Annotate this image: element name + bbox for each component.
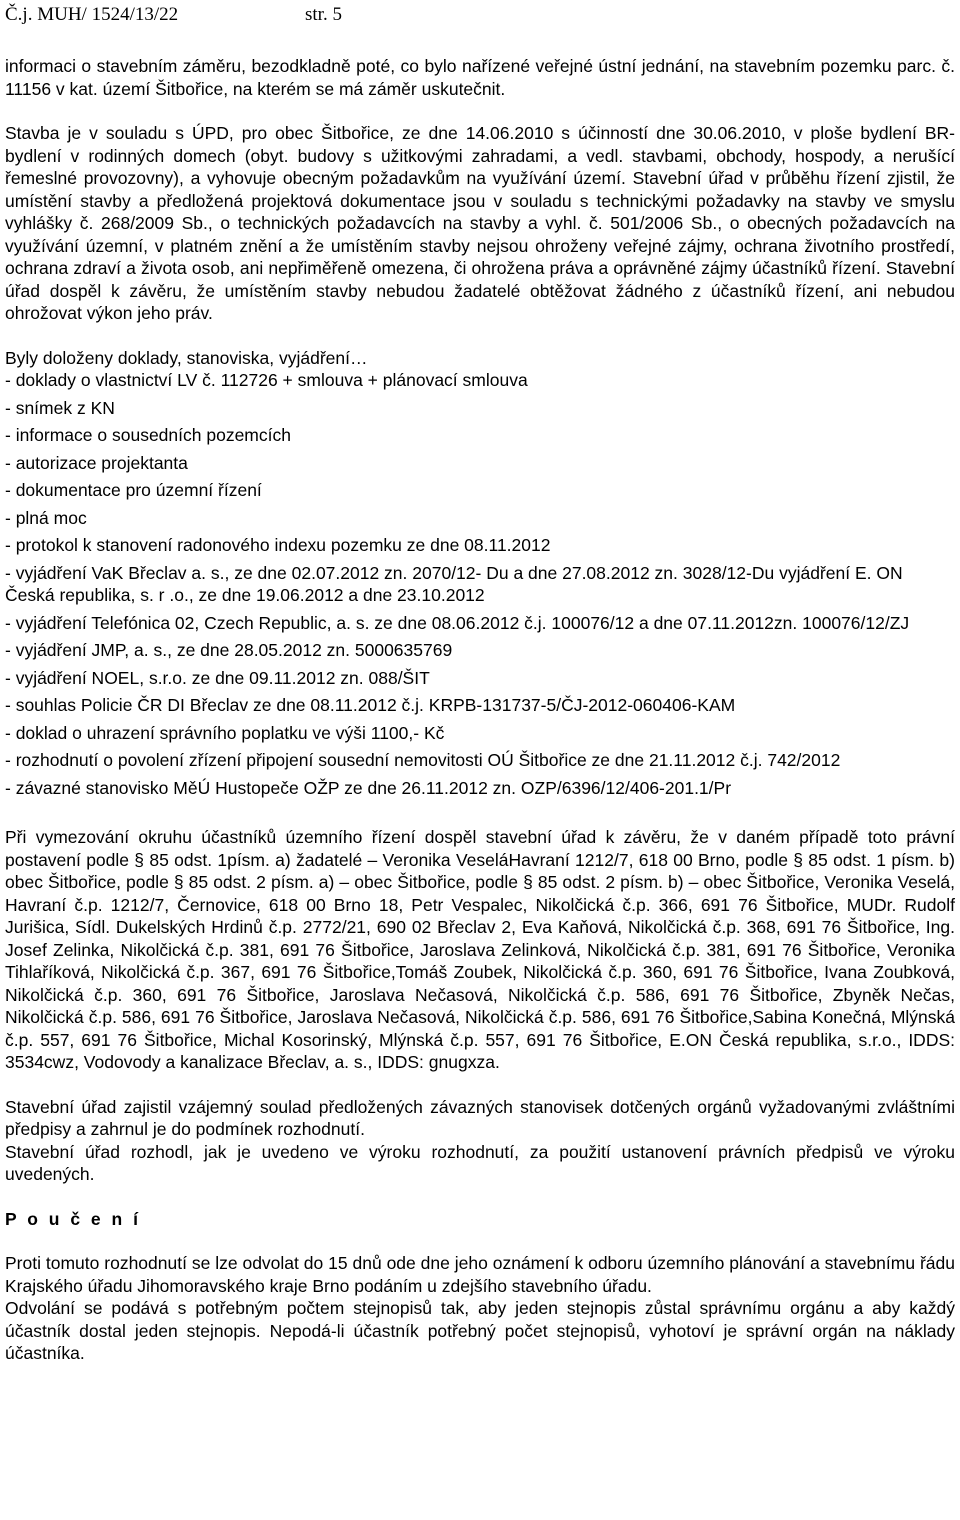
- documents-list: [5, 369, 955, 799]
- paragraph-compliance: Stavba je v souladu s ÚPD, pro obec Šitbořice, ze dne 14.06.2010 s účinností dne 30.06.2010, v ploše bydlení BR- bydlení v rodinných domech (obyt. budovy s užitkovými zahradami, a vedl. stavbami, obchody, hospody, a nerušící řemeslné provozovny), a vyhovuje obecným požadavkům na využívání území. Stavební úřad v průběhu řízení zjistil, že umístění stavby a předložená projektová dokumentace jsou v souladu s technickými požadavky na stavby ve smyslu vyhlášky č. 268/2009 Sb., o technických požadavcích na stavby a vyhl. č. 501/2006 Sb., o obecných požadavcích na využívání územní, v platném znění a že umístěním stavby nejsou ohroženy veřejné zájmy, ochrana životního prostředí, ochrana zdraví a života osob, ani nepřiměřeně omezena, či ohrožena práva a oprávněné zájmy účastníků řízení. Stavební úřad dospěl k závěru, že umístěním stavby nebudou žadatelé obtěžovat žádného z účastníků řízení, ani nebudou ohrožovat výkon jeho práv.: [5, 123, 955, 323]
- paragraph-decision: Stavební úřad rozhodl, jak je uvedeno ve výroku rozhodnutí, za použití ustanovení právních předpisů ve výroku uvedených.: [5, 1141, 955, 1184]
- documents-intro: Byly doloženy doklady, stanoviska, vyjádření…: [5, 347, 368, 368]
- document-list-item: - vyjádření VaK Břeclav a. s., ze dne 02.07.2012 zn. 2070/12- Du a dne 27.08.2012 zn. 3028/12-Du vyjádření E. ON Česká republika, s. r .o., ze dne 19.06.2012 a dne 23.10.2012: [5, 562, 903, 605]
- document-list-item: - vyjádření JMP, a. s., ze dne 28.05.2012 zn. 5000635769: [5, 640, 453, 660]
- document-list-item: - protokol k stanovení radonového indexu pozemku ze dne 08.11.2012: [5, 535, 551, 555]
- document-list-item: - plná moc: [5, 507, 87, 528]
- reference-number: Č.j. MUH/ 1524/13/22: [5, 4, 179, 25]
- document-list-item: - rozhodnutí o povolení zřízení připojení sousední nemovitosti OÚ Šitbořice ze dne 21.11.2012 č.j. 742/2012: [5, 750, 841, 770]
- section-heading-pouceni: P o u č e n í: [5, 1208, 141, 1229]
- page-header: [5, 4, 342, 26]
- document-list-item: - snímek z KN: [5, 397, 115, 418]
- document-list-item: - vyjádření Telefónica 02, Czech Republic, a. s. ze dne 08.06.2012 č.j. 100076/12 a dne 07.11.2012zn. 100076/12/ZJ: [5, 612, 910, 633]
- paragraph-participants: Při vymezování okruhu účastníků územního řízení dospěl stavební úřad k závěru, že v daném případě toto právní postavení podle § 85 odst. 1písm. a) žadatelé – Veronika VeseláHavraní 1212/7, 618 00 Brno, podle § 85 odst. 1 písm. b) obec Šitbořice, podle § 85 odst. 2 písm. a) – obec Šitbořice, podle § 85 odst. 2 písm. b) – obec Šitbořice, Veronika Veselá, Havraní č.p. 1212/7, Černovice, 618 00 Brno 18, Petr Vespalec, Nikolčická č.p. 366, 691 76 Šitbořice, MUDr. Rudolf Jurišica, Sídl. Dukelských Hrdinů č.p. 2772/21, 690 02 Břeclav 2, Eva Kaňová, Nikolčická č.p. 368, 691 76 Šitbořice, Ing. Josef Zelinka, Nikolčická č.p. 381, 691 76 Šitbořice, Jaroslava Zelinková, Nikolčická č.p. 381, 691 76 Šitbořice, Veronika Tihlaříková, Nikolčická č.p. 367, 691 76 Šitbořice,Tomáš Zoubek, Nikolčická č.p. 360, 691 76 Šitbořice, Ivana Zoubková, Nikolčická č.p. 360, 691 76 Šitbořice, Jaroslava Nečasová, Nikolčická č.p. 586, 691 76 Šitbořice, Zbyněk Nečas, Nikolčická č.p. 586, 691 76 Šitbořice, Jaroslava Nečasová, Nikolčická č.p. 586, 691 76 Šitbořice,Sabina Konečná, Mlýnská č.p. 557, 691 76 Šitbořice, Michal Kosorinský, Mlýnská č.p. 557, 691 76 Šitbořice, E.ON Česká republika, s.r.o., IDDS: 3534cwz, Vodovody a kanalizace Břeclav, a. s., IDDS: gnugxza.: [5, 827, 955, 1072]
- document-list-item: - autorizace projektanta: [5, 452, 188, 473]
- paragraph-binding-opinions: Stavební úřad zajistil vzájemný soulad předložených závazných stanovisek dotčených orgánů vyžadovanými zvláštními předpisy a zahrnul je do podmínek rozhodnutí.: [5, 1096, 955, 1139]
- document-list-item: - doklady o vlastnictví LV č. 112726 + smlouva + plánovací smlouva: [5, 370, 528, 390]
- document-body: [5, 55, 955, 1365]
- paragraph-intro: informaci o stavebním záměru, bezodkladně poté, co bylo nařízené veřejné ústní jednání, na stavebním pozemku parc. č. 11156 v kat. území Šitbořice, na kterém se má záměr uskutečnit.: [5, 56, 955, 99]
- document-list-item: - informace o sousedních pozemcích: [5, 425, 291, 445]
- document-list-item: - dokumentace pro územní řízení: [5, 480, 262, 500]
- paragraph-appeal: Proti tomuto rozhodnutí se lze odvolat do 15 dnů ode dne jeho oznámení k odboru územního plánování a stavebnímu řádu Krajského úřadu Jihomoravského kraje Brno podáním u zdejšího stavebního úřadu.: [5, 1253, 955, 1296]
- document-list-item: - souhlas Policie ČR DI Břeclav ze dne 08.11.2012 č.j. KRPB-131737-5/ČJ-2012-060406-KAM: [5, 695, 736, 715]
- document-list-item: - doklad o uhrazení správního poplatku ve výši 1100,- Kč: [5, 722, 445, 743]
- document-list-item: - vyjádření NOEL, s.r.o. ze dne 09.11.2012 zn. 088/ŠIT: [5, 667, 430, 688]
- page-number: str. 5: [305, 4, 342, 25]
- document-list-item: - závazné stanovisko MěÚ Hustopeče OŽP ze dne 26.11.2012 zn. OZP/6396/12/406-201.1/Pr: [5, 777, 732, 798]
- paragraph-appeal-copies: Odvolání se podává s potřebným počtem stejnopisů tak, aby jeden stejnopis zůstal správnímu orgánu a aby každý účastník dostal jeden stejnopis. Nepodá-li účastník potřebný počet stejnopisů, vyhotoví je správní orgán na náklady účastníka.: [5, 1298, 955, 1363]
